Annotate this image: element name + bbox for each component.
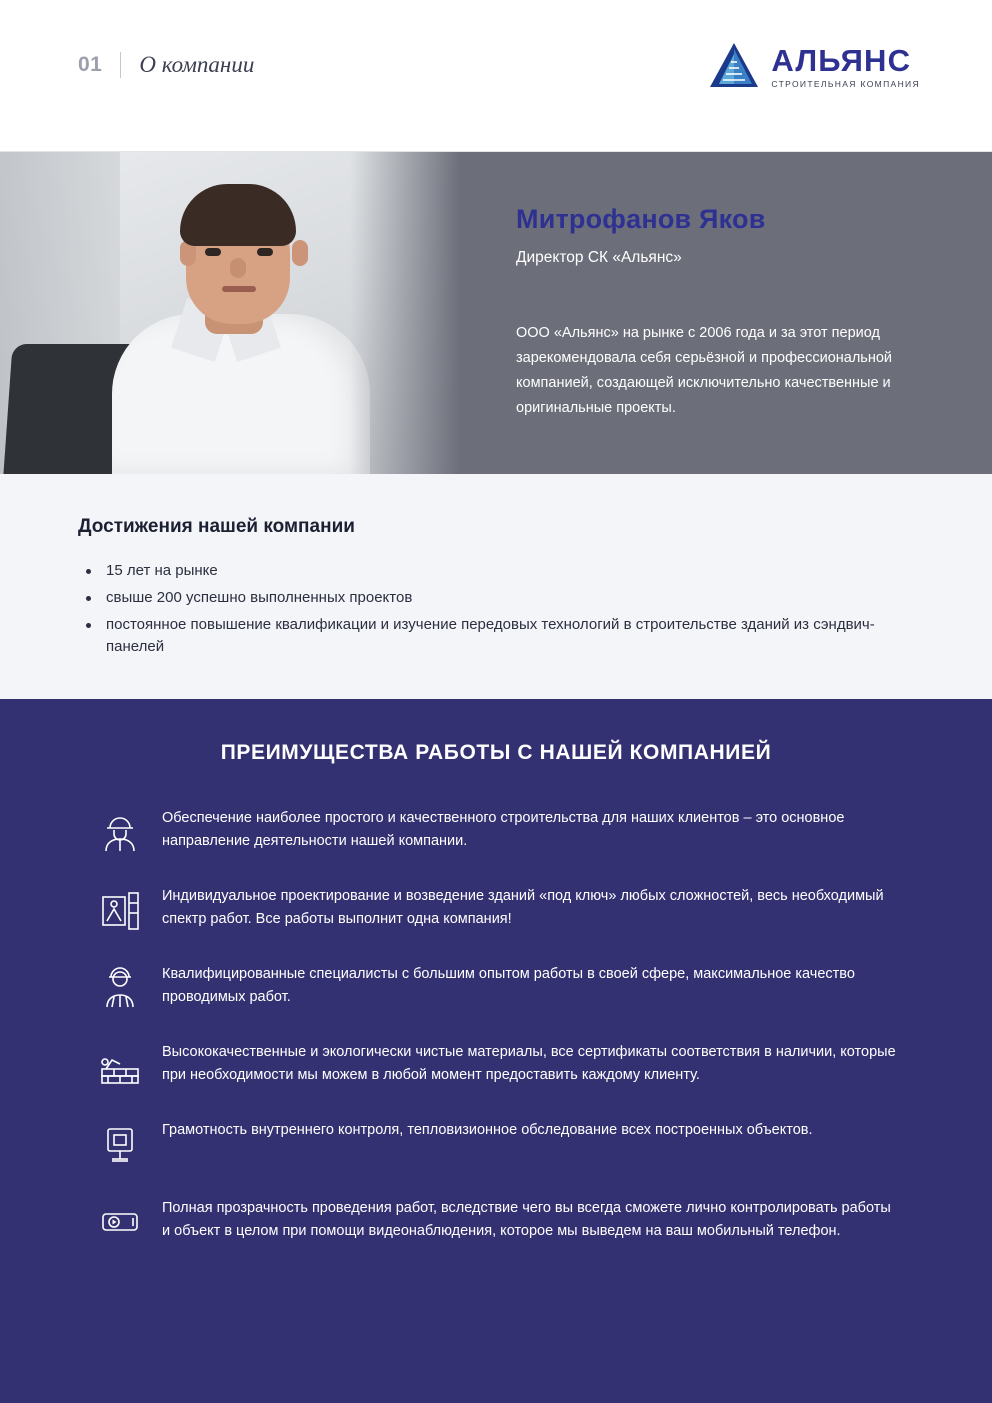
list-item: свыше 200 успешно выполненных проектов (78, 587, 914, 610)
engineer-icon (78, 963, 162, 1011)
advantage-text: Грамотность внутреннего контроля, тепловизионное обследование всех построенных объектов. (162, 1122, 813, 1138)
blueprint-design-icon (78, 885, 162, 933)
page-title: О компании (139, 52, 255, 77)
alliance-triangle-icon (707, 40, 761, 94)
achievements-title: Достижения нашей компании (78, 516, 355, 537)
advantage-item (0, 1197, 992, 1245)
list-item: 15 лет на рынке (78, 560, 914, 583)
achievements-section (0, 474, 992, 699)
company-logo (707, 40, 920, 94)
thermal-camera-icon (78, 1119, 162, 1167)
advantage-item (0, 885, 992, 933)
achievements-list (78, 560, 914, 659)
advantage-text: Индивидуальное проектирование и возведение зданий «под ключ» любых сложностей, весь необходимый спектр работ. Все работы выполнит одна компания! (162, 888, 884, 928)
advantage-text: Высококачественные и экологически чистые материалы, все сертификаты соответствия в наличии, которые при необходимости мы можем в любой момент предоставить каждому клиенту. (162, 1044, 896, 1084)
section-number: 01 (78, 53, 103, 76)
advantage-item (0, 1041, 992, 1089)
bricks-icon (78, 1041, 162, 1089)
advantage-item (0, 1119, 992, 1167)
logo-name: АЛЬЯНС (771, 43, 912, 79)
advantages-title: ПРЕИМУЩЕСТВА РАБОТЫ С НАШЕЙ КОМПАНИЕЙ (220, 741, 772, 764)
worker-helmet-icon (78, 807, 162, 855)
director-name: Митрофанов Яков (516, 204, 766, 234)
advantage-item (0, 807, 992, 855)
director-photo (0, 152, 470, 474)
mobile-video-icon (78, 1197, 162, 1245)
breadcrumb (78, 52, 254, 78)
page-header (0, 0, 992, 152)
logo-tagline: СТРОИТЕЛЬНАЯ КОМПАНИЯ (771, 79, 920, 90)
logo-wordmark (771, 45, 920, 89)
director-description: ООО «Альянс» на рынке с 2006 года и за этот период зарекомендовала себя серьёзной и профессиональной компанией, создающей исключительно качественные и оригинальные проекты. (516, 325, 893, 416)
list-item: постоянное повышение квалификации и изучение передовых технологий в строительстве зданий из сэндвич-панелей (78, 614, 914, 660)
director-role: Директор СК «Альянс» (516, 249, 682, 266)
breadcrumb-divider (120, 52, 121, 78)
advantage-item (0, 963, 992, 1011)
advantage-text: Обеспечение наиболее простого и качественного строительства для наших клиентов – это основное направление деятельности нашей компании. (162, 810, 845, 850)
advantage-text: Квалифицированные специалисты с большим опытом работы в своей сфере, максимальное качество проводимых работ. (162, 966, 855, 1006)
director-info (516, 152, 936, 421)
advantage-text: Полная прозрачность проведения работ, вследствие чего вы всегда сможете лично контролировать работы и объект в целом при помощи видеонаблюдения, которое мы выведем на ваш мобильный телефон. (162, 1200, 891, 1240)
advantages-section (0, 699, 992, 1403)
director-band (0, 152, 992, 474)
